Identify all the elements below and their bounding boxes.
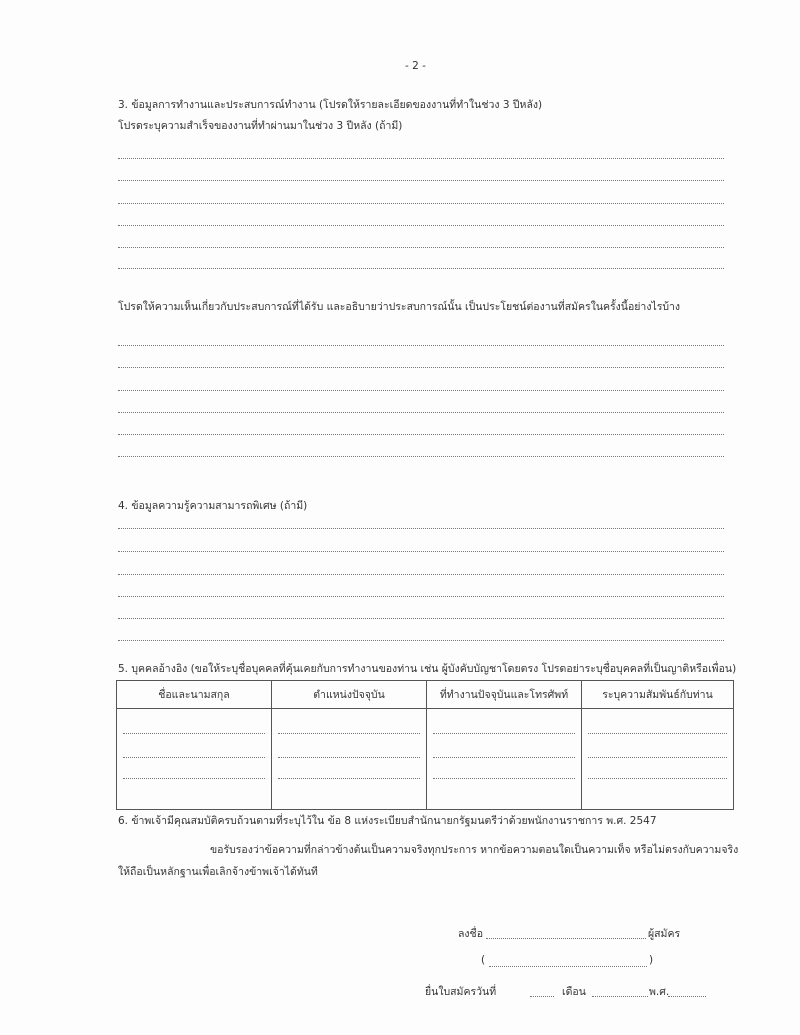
workplace-cell[interactable]: [427, 709, 582, 810]
dotted-answer-line[interactable]: [118, 551, 724, 552]
certification-line-2: ให้ถือเป็นหลักฐานเพื่อเลิกจ้างข้าพเจ้าได้ทันที: [118, 866, 318, 878]
dotted-answer-line[interactable]: [118, 158, 724, 159]
name-cell[interactable]: [117, 709, 272, 810]
signature-field[interactable]: [486, 938, 646, 939]
open-paren: (: [481, 954, 486, 966]
close-paren: ): [649, 954, 654, 966]
dotted-answer-line[interactable]: [118, 574, 724, 575]
dotted-answer-line[interactable]: [118, 268, 724, 269]
references-table: [116, 680, 734, 810]
year-field[interactable]: [668, 996, 706, 997]
dotted-answer-line[interactable]: [118, 247, 724, 248]
sign-label: ลงชื่อ: [458, 928, 483, 940]
section4-title: 4. ข้อมูลความรู้ความสามารถพิเศษ (ถ้ามี): [118, 500, 308, 512]
dotted-answer-line[interactable]: [118, 640, 724, 641]
dotted-answer-line[interactable]: [118, 434, 724, 435]
relationship-cell[interactable]: [582, 709, 734, 810]
certification-line-1: ขอรับรองว่าข้อความที่กล่าวข้างต้นเป็นความจริงทุกประการ หากข้อความตอนใดเป็นความเท็จ หรือไม่ตรงกับความจริง: [210, 844, 739, 856]
column-header-relationship: ระบุความสัมพันธ์กับท่าน: [582, 681, 734, 709]
applicant-label: ผู้สมัคร: [648, 928, 681, 940]
month-label: เดือน: [562, 986, 586, 998]
dotted-answer-line[interactable]: [118, 456, 724, 457]
section3-prompt-achievements: โปรดระบุความสำเร็จของงานที่ทำผ่านมาในช่วง 3 ปีหลัง (ถ้ามี): [118, 120, 403, 132]
column-header-name: ชื่อและนามสกุล: [117, 681, 272, 709]
column-header-workplace-phone: ที่ทำงานปัจจุบันและโทรศัพท์: [427, 681, 582, 709]
page-number: - 2 -: [405, 60, 426, 72]
dotted-answer-line[interactable]: [118, 528, 724, 529]
dotted-answer-line[interactable]: [118, 596, 724, 597]
dotted-answer-line[interactable]: [118, 225, 724, 226]
year-label: พ.ศ.: [649, 986, 670, 998]
section5-title: 5. บุคคลอ้างอิง (ขอให้ระบุชื่อบุคคลที่คุ้นเคยกับการทำงานของท่าน เช่น ผู้บังคับบัญชาโดยตรง โปรดอย่าระบุชื่อบุคคลที่เป็นญาติหรือเพื่อน): [118, 663, 737, 675]
date-label: ยื่นใบสมัครวันที่: [425, 986, 497, 998]
day-field[interactable]: [530, 996, 554, 997]
dotted-answer-line[interactable]: [118, 618, 724, 619]
dotted-answer-line[interactable]: [118, 345, 724, 346]
month-field[interactable]: [592, 996, 648, 997]
position-cell[interactable]: [272, 709, 427, 810]
table-row: [117, 709, 734, 810]
dotted-answer-line[interactable]: [118, 412, 724, 413]
section6-title: 6. ข้าพเจ้ามีคุณสมบัติครบถ้วนตามที่ระบุไว้ใน ข้อ 8 แห่งระเบียบสำนักนายกรัฐมนตรีว่าด้วยพนักงานราชการ พ.ศ. 2547: [118, 815, 657, 827]
section3-prompt-opinion: โปรดให้ความเห็นเกี่ยวกับประสบการณ์ที่ได้รับ และอธิบายว่าประสบการณ์นั้น เป็นประโยชน์ต่องานที่สมัครในครั้งนี้อย่างไรบ้าง: [118, 301, 681, 313]
dotted-answer-line[interactable]: [118, 180, 724, 181]
section3-title: 3. ข้อมูลการทำงานและประสบการณ์ทำงาน (โปรดให้รายละเอียดของงานที่ทำในช่วง 3 ปีหลัง): [118, 99, 543, 111]
printed-name-field[interactable]: [489, 966, 647, 967]
dotted-answer-line[interactable]: [118, 367, 724, 368]
dotted-answer-line[interactable]: [118, 390, 724, 391]
column-header-position: ตำแหน่งปัจจุบัน: [272, 681, 427, 709]
dotted-answer-line[interactable]: [118, 203, 724, 204]
